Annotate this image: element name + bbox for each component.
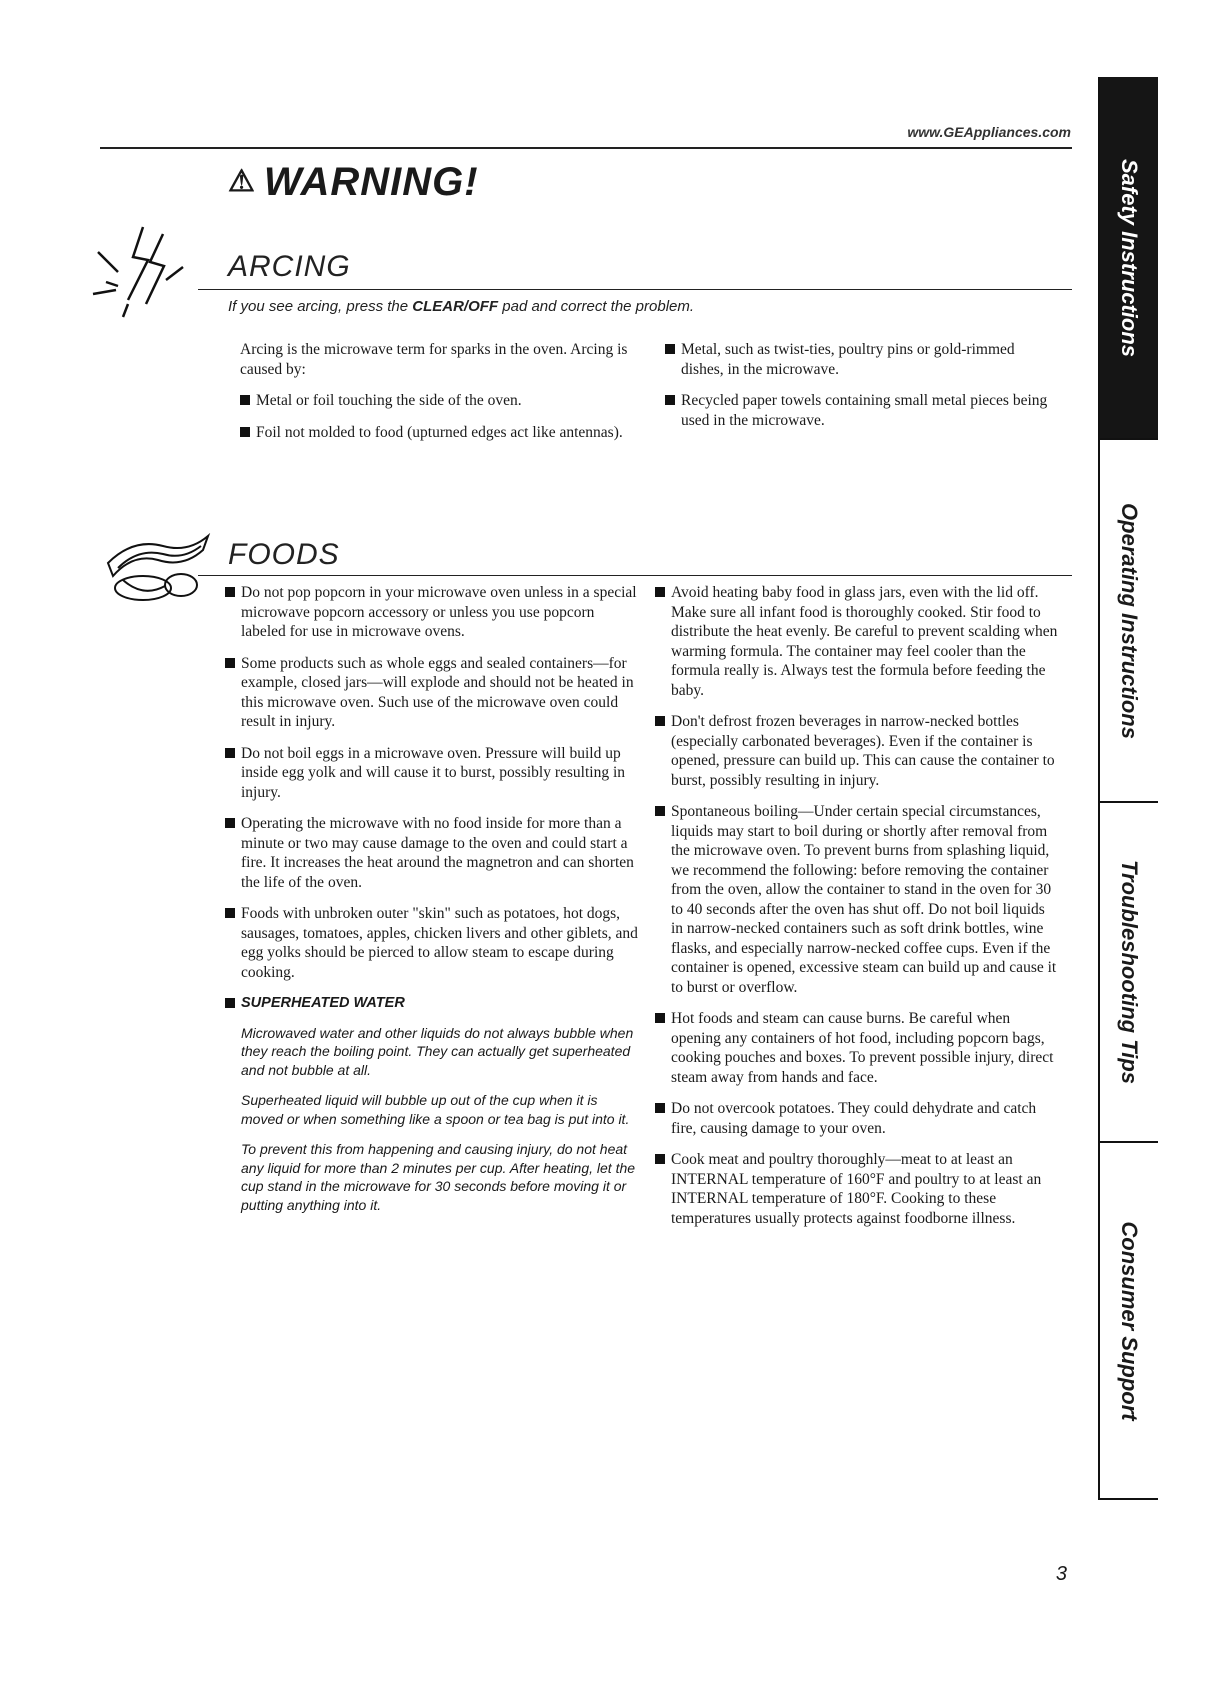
arcing-title: ARCING — [228, 250, 351, 283]
list-item: Metal, such as twist-ties, poultry pins or gold-rimmed dishes, in the microwave. — [665, 340, 1050, 379]
list-item: Spontaneous boiling—Under certain special circumstances, liquids may start to boil during or shortly after removal from the microwave oven. To prevent burns from splashing liquid, we recommend the following: before removing the container from the oven, allow the container to stand in the oven for 30 to 40 seconds after the oven has shut off. Do not boil liquids in narrow-necked containers such as soft drink bottles, wine flasks, and especially narrow-necked coffee cups. Even if the container is opened, excessive steam can build up and cause it to burst or overflow. — [655, 802, 1060, 997]
tab-safety-instructions[interactable]: Safety Instructions — [1098, 77, 1158, 440]
foods-title: FOODS — [228, 538, 340, 571]
list-item: Recycled paper towels containing small metal pieces being used in the microwave. — [665, 391, 1050, 430]
list-item: Do not overcook potatoes. They could dehydrate and catch fire, causing damage to your oven. — [655, 1099, 1060, 1138]
superheated-water-heading: SUPERHEATED WATER — [225, 994, 640, 1014]
header-rule — [100, 147, 1072, 149]
arcing-right-column — [665, 340, 1050, 442]
arcing-rule — [198, 289, 1072, 290]
side-tabs — [1098, 77, 1158, 1500]
list-item: Hot foods and steam can cause burns. Be careful when opening any containers of hot food, including popcorn bags, cooking pouches and boxes. To prevent possible injury, direct steam away from hands and face. — [655, 1009, 1060, 1087]
list-item: Don't defrost frozen beverages in narrow-necked bottles (especially carbonated beverages). Even if the container is opened, pressure can build up. This can cause the container to burst, possibly resulting in injury. — [655, 712, 1060, 790]
superheated-paragraph: To prevent this from happening and causing injury, do not heat any liquid for more than 2 minutes per cup. After heating, let the cup stand in the microwave for 30 seconds before moving it or putting anything into it. — [241, 1141, 636, 1213]
arcing-intro: Arcing is the microwave term for sparks in the oven. Arcing is caused by: — [240, 341, 628, 378]
list-item: Do not pop popcorn in your microwave oven unless in a special microwave popcorn accessory or unless you use popcorn labeled for use in microwave ovens. — [225, 583, 640, 642]
page-number: 3 — [1055, 1563, 1067, 1585]
tab-operating-instructions[interactable]: Operating Instructions — [1098, 440, 1158, 803]
list-item: Foil not molded to food (upturned edges act like antennas). — [240, 423, 640, 443]
list-item: Operating the microwave with no food inside for more than a minute or two may cause damage to the oven and could start a fire. It increases the heat around the magnetron and can shorten the life of the oven. — [225, 814, 640, 892]
foods-left-column — [225, 583, 640, 1226]
tab-consumer-support[interactable]: Consumer Support — [1098, 1143, 1158, 1500]
warning-title: ⚠ WARNING! — [228, 160, 479, 204]
superheated-paragraph: Microwaved water and other liquids do not always bubble when they reach the boiling point. They can actually get superheated and not bubble at all. — [241, 1024, 634, 1078]
arcing-sparks-icon — [88, 222, 198, 322]
foods-right-column — [655, 583, 1060, 1240]
list-item: Some products such as whole eggs and sealed containers—for example, closed jars—will explode and should not be heated in this microwave oven. Such use of the microwave oven could result in injury. — [225, 654, 640, 732]
list-item: Foods with unbroken outer "skin" such as potatoes, hot dogs, sausages, tomatoes, apples, chicken livers and other giblets, and egg yolks should be pierced to allow steam to escape during cooking. — [225, 904, 640, 982]
foods-rule — [198, 575, 1072, 576]
bacon-food-icon — [103, 528, 213, 608]
list-item: Cook meat and poultry thoroughly—meat to at least an INTERNAL temperature of 160°F and poultry to at least an INTERNAL temperature of 180°F. Cooking to these temperatures usually protects against foodborne illness. — [655, 1150, 1060, 1228]
list-item: Metal or foil touching the side of the oven. — [240, 391, 640, 411]
tab-troubleshooting-tips[interactable]: Troubleshooting Tips — [1098, 803, 1158, 1143]
list-item: Avoid heating baby food in glass jars, even with the lid off. Make sure all infant food is thoroughly cooked. Stir food to distribute the heat evenly. Be careful to prevent scalding when warming formula. The container may feel cooler than the formula really is. Always test the formula before feeding the baby. — [655, 583, 1060, 700]
website-url: www.GEAppliances.com — [907, 124, 1071, 140]
arcing-left-column — [240, 340, 640, 454]
list-item: Do not boil eggs in a microwave oven. Pressure will build up inside egg yolk and will cause it to burst, possibly resulting in injury. — [225, 744, 640, 803]
superheated-paragraph: Superheated liquid will bubble up out of the cup when it is moved or when something like a spoon or tea bag is put into it. — [241, 1092, 630, 1127]
warning-triangle-icon: ⚠ — [228, 165, 256, 198]
arcing-instruction: If you see arcing, press the CLEAR/OFF pad and correct the problem. — [228, 298, 695, 315]
